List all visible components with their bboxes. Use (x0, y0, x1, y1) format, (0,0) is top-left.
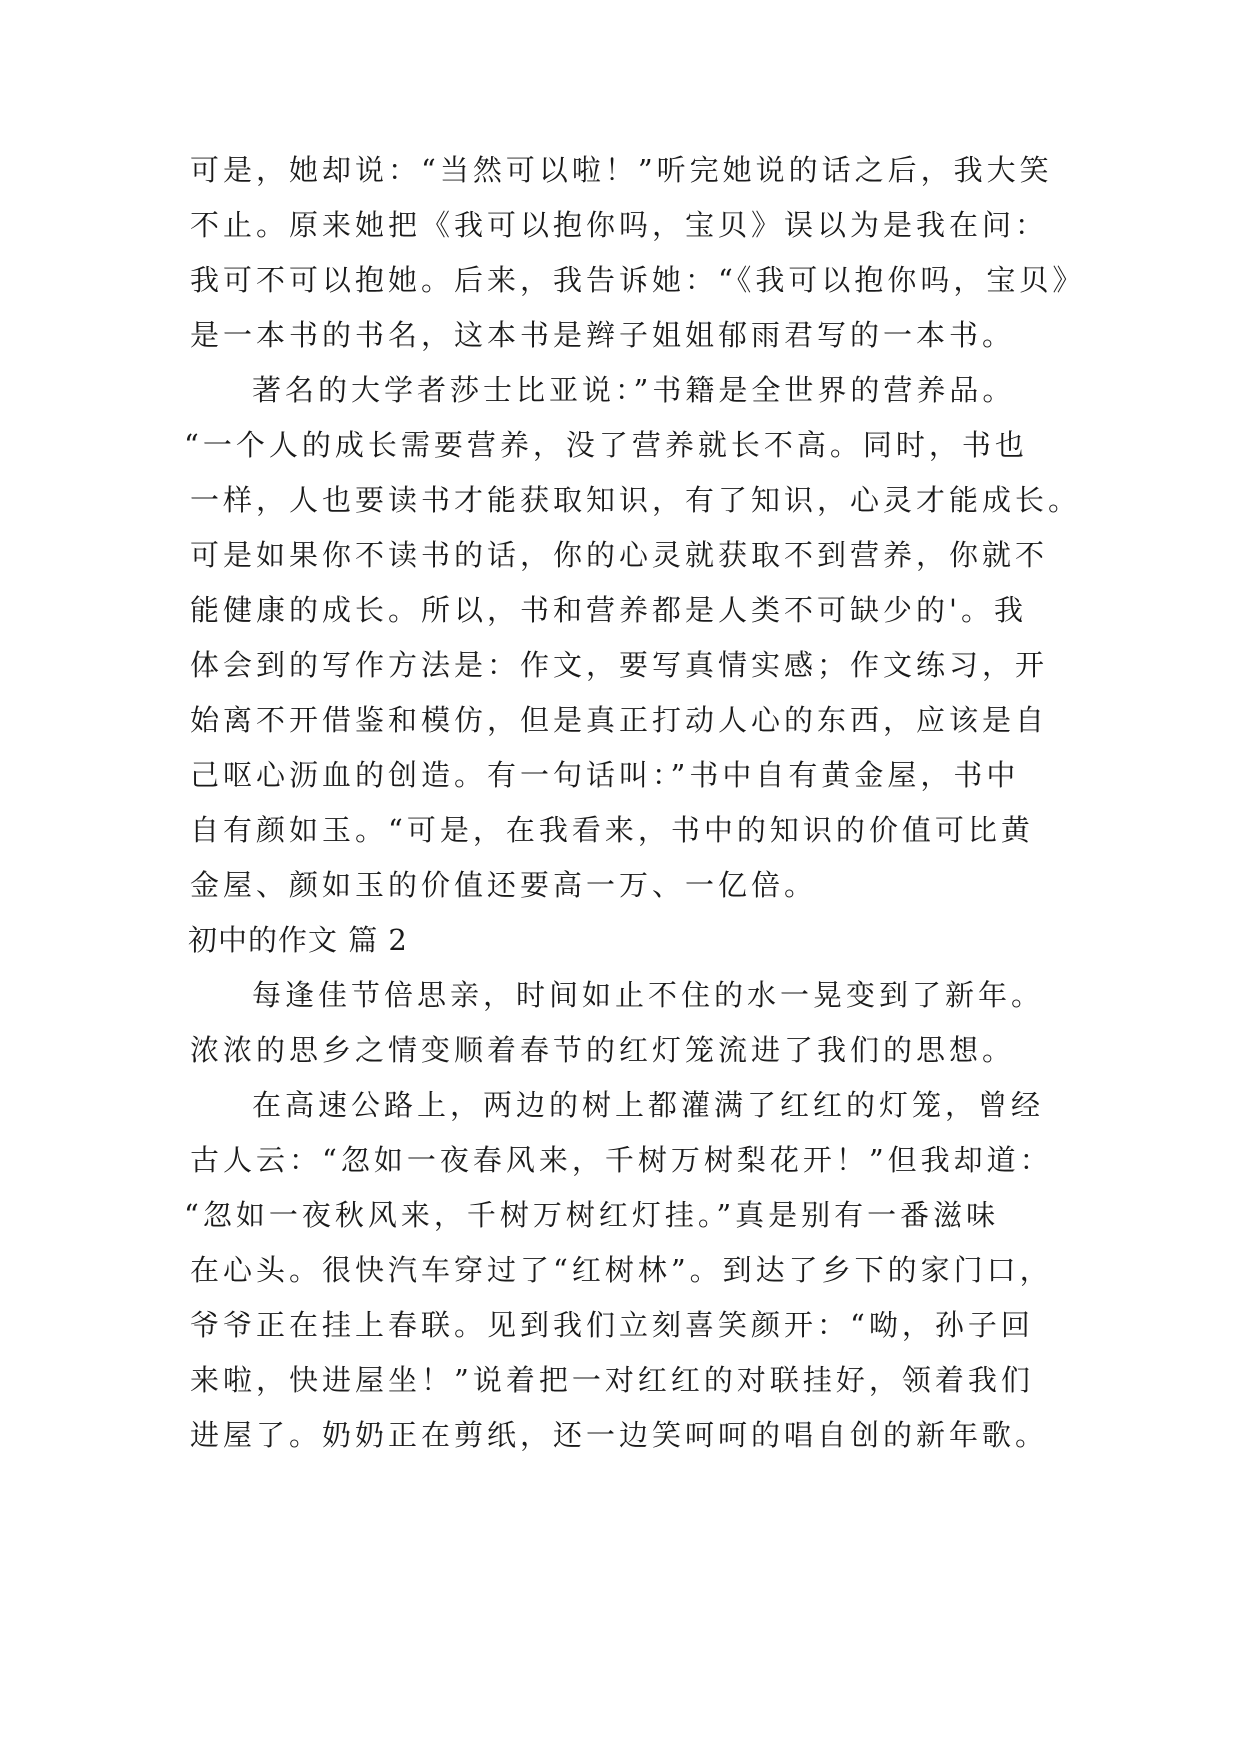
text-line: 一样，人也要读书才能获取知识，有了知识，心灵才能成长。 (190, 483, 1082, 517)
text-line: 可是，她却说：“当然可以啦！”听完她说的话之后，我大笑 (190, 153, 1053, 187)
text-line: 是一本书的书名，这本书是辫子姐姐郁雨君写的一本书。 (190, 318, 1016, 352)
paragraph-first-line: 在高速公路上，两边的树上都灌满了红红的灯笼，曾经 (252, 1088, 1045, 1122)
text-line: “一个人的成长需要营养，没了营养就长不高。同时，书也 (184, 428, 1028, 462)
text-line: 可是如果你不读书的话，你的心灵就获取不到营养，你就不 (190, 538, 1049, 572)
text-line: 己呕心沥血的创造。有一句话叫：”书中自有黄金屋，书中 (190, 758, 1020, 792)
text-line: “忽如一夜秋风来，千树万树红灯挂。”真是别有一番滋味 (184, 1198, 1000, 1232)
paragraph-first-line: 每逢佳节倍思亲，时间如止不住的水一晃变到了新年。 (252, 978, 1045, 1012)
section-heading: 初中的作文 篇 2 (188, 923, 408, 957)
text-line: 金屋、颜如玉的价值还要高一万、一亿倍。 (190, 868, 818, 902)
text-line: 能健康的成长。所以，书和营养都是人类不可缺少的'。我 (190, 593, 1027, 627)
text-line: 我可不可以抱她。后来，我告诉她：“《我可以抱你吗，宝贝》 (190, 263, 1086, 297)
text-line: 体会到的写作方法是：作文，要写真情实感；作文练习，开 (190, 648, 1049, 682)
text-line: 在心头。很快汽车穿过了“红树林”。到达了乡下的家门口， (190, 1253, 1053, 1287)
paragraph-first-line: 著名的大学者莎士比亚说：”书籍是全世界的营养品。 (252, 373, 1016, 407)
text-line: 不止。原来她把《我可以抱你吗，宝贝》误以为是我在问： (190, 208, 1049, 242)
text-line: 爷爷正在挂上春联。见到我们立刻喜笑颜开：“呦，孙子回 (190, 1308, 1034, 1342)
text-line: 进屋了。奶奶正在剪纸，还一边笑呵呵的唱自创的新年歌。 (190, 1418, 1049, 1452)
text-line: 古人云：“忽如一夜春风来，千树万树梨花开！”但我却道： (190, 1143, 1053, 1177)
text-line: 自有颜如玉。“可是，在我看来，书中的知识的价值可比黄 (190, 813, 1034, 847)
text-line: 浓浓的思乡之情变顺着春节的红灯笼流进了我们的思想。 (190, 1033, 1016, 1067)
text-line: 始离不开借鉴和模仿，但是真正打动人心的东西，应该是自 (190, 703, 1049, 737)
text-line: 来啦，快进屋坐！”说着把一对红红的对联挂好，领着我们 (190, 1363, 1034, 1397)
